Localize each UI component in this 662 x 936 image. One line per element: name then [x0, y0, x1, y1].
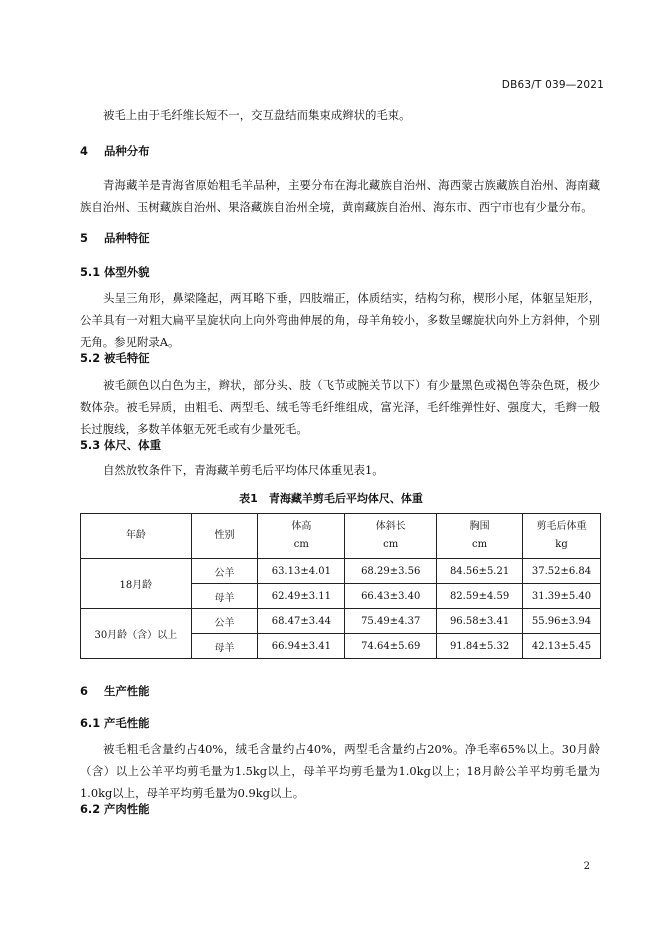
header-body-length [345, 514, 437, 559]
section-5-heading [80, 230, 150, 246]
section-number: 4 [80, 144, 88, 158]
section-number: 5 [80, 231, 88, 245]
section-6-heading [80, 683, 150, 699]
chest-cell: 84.56±5.21 [437, 559, 523, 584]
intro-paragraph: 被毛上由于毛纤维长短不一，交互盘结而集束成辫状的毛束。 [103, 108, 411, 122]
page-number: 2 [583, 861, 590, 872]
sex-cell: 母羊 [191, 584, 258, 609]
section-number: 6 [80, 684, 88, 698]
header-chest [437, 514, 523, 559]
section-title: 被毛特征 [104, 351, 150, 365]
length-cell: 75.49±4.37 [345, 609, 437, 634]
section-title: 产肉性能 [104, 802, 150, 816]
table-row [81, 559, 601, 584]
section-5-2-heading [80, 350, 150, 366]
header-weight [523, 514, 601, 559]
section-6-1-paragraph: 被毛粗毛含量约占40%，绒毛含量约占40%，两型毛含量约占20%。净毛率65%以上。30月龄（含）以上公羊平均剪毛量为1.5kg以上，母羊平均剪毛量为1.0kg以上；18月龄公羊平均剪毛量为1.0kg以上，母羊平均剪毛量为0.9kg以上。 [80, 742, 600, 800]
chest-cell: 96.58±3.41 [437, 609, 523, 634]
header-unit: cm [293, 539, 309, 550]
age-cell: 18月龄 [81, 559, 192, 609]
section-number: 5.1 [80, 265, 101, 279]
weight-cell: 42.13±5.45 [523, 634, 601, 659]
header-unit: kg [555, 539, 568, 550]
header-unit: cm [472, 539, 488, 550]
section-title: 品种分布 [104, 144, 150, 158]
section-title: 体型外貌 [104, 265, 150, 279]
section-title: 品种特征 [104, 231, 150, 245]
length-cell: 68.29±3.56 [345, 559, 437, 584]
header-label: 体高 [291, 521, 312, 532]
weight-cell: 55.96±3.94 [523, 609, 601, 634]
sex-cell: 公羊 [191, 559, 258, 584]
height-cell: 62.49±3.11 [258, 584, 345, 609]
chest-cell: 91.84±5.32 [437, 634, 523, 659]
weight-cell: 37.52±6.84 [523, 559, 601, 584]
section-5-3-heading [80, 437, 161, 453]
header-label: 胸围 [469, 521, 490, 532]
section-4-heading [80, 143, 150, 159]
section-title: 产毛性能 [104, 716, 150, 730]
header-age: 年龄 [81, 514, 192, 559]
section-6-2-heading [80, 801, 150, 817]
section-number: 6.2 [80, 802, 101, 816]
header-height [258, 514, 345, 559]
section-number: 6.1 [80, 716, 101, 730]
section-5-2-paragraph: 被毛颜色以白色为主，辫状，部分头、肢（飞节或腕关节以下）有少量黑色或褐色等杂色斑，极少数体杂。被毛异质，由粗毛、两型毛、绒毛等毛纤维组成，富光泽，毛纤维弹性好、强度大，毛辫一般长过腹线，多数羊体躯无死毛或有少量死毛。 [80, 378, 600, 436]
section-title: 生产性能 [104, 684, 150, 698]
height-cell: 63.13±4.01 [258, 559, 345, 584]
header-label: 体斜长 [375, 521, 406, 532]
header-sex: 性别 [191, 514, 258, 559]
table-caption: 表1 青海藏羊剪毛后平均体尺、体重 [239, 492, 423, 505]
section-5-1-paragraph: 头呈三角形，鼻梁隆起，两耳略下垂，四肢端正，体质结实，结构匀称，楔形小尾，体躯呈矩形，公羊具有一对粗大扁平呈旋状向上向外弯曲伸展的角，母羊角较小，多数呈螺旋状向外上方斜伸，个别无角。参见附录A。 [80, 291, 600, 349]
age-cell: 30月龄（含）以上 [81, 609, 192, 659]
document-id: DB63/T 039—2021 [501, 79, 604, 91]
section-5-3-paragraph: 自然放牧条件下，青海藏羊剪毛后平均体尺体重见表1。 [103, 463, 384, 477]
length-cell: 74.64±5.69 [345, 634, 437, 659]
sex-cell: 公羊 [191, 609, 258, 634]
chest-cell: 82.59±4.59 [437, 584, 523, 609]
table-row [81, 609, 601, 634]
section-5-1-heading [80, 264, 150, 280]
section-6-1-heading [80, 715, 150, 731]
weight-cell: 31.39±5.40 [523, 584, 601, 609]
height-cell: 68.47±3.44 [258, 609, 345, 634]
section-number: 5.2 [80, 351, 101, 365]
header-label: 剪毛后体重 [536, 521, 587, 532]
table-header-row [81, 514, 601, 559]
section-4-paragraph: 青海藏羊是青海省原始粗毛羊品种，主要分布在海北藏族自治州、海西蒙古族藏族自治州、海南藏族自治州、玉树藏族自治州、果洛藏族自治州全境，黄南藏族自治州、海东市、西宁市也有少量分布。 [80, 178, 600, 214]
section-number: 5.3 [80, 438, 101, 452]
section-title: 体尺、体重 [104, 438, 161, 452]
height-cell: 66.94±3.41 [258, 634, 345, 659]
sex-cell: 母羊 [191, 634, 258, 659]
body-measurement-table [80, 513, 601, 659]
header-unit: cm [383, 539, 399, 550]
length-cell: 66.43±3.40 [345, 584, 437, 609]
